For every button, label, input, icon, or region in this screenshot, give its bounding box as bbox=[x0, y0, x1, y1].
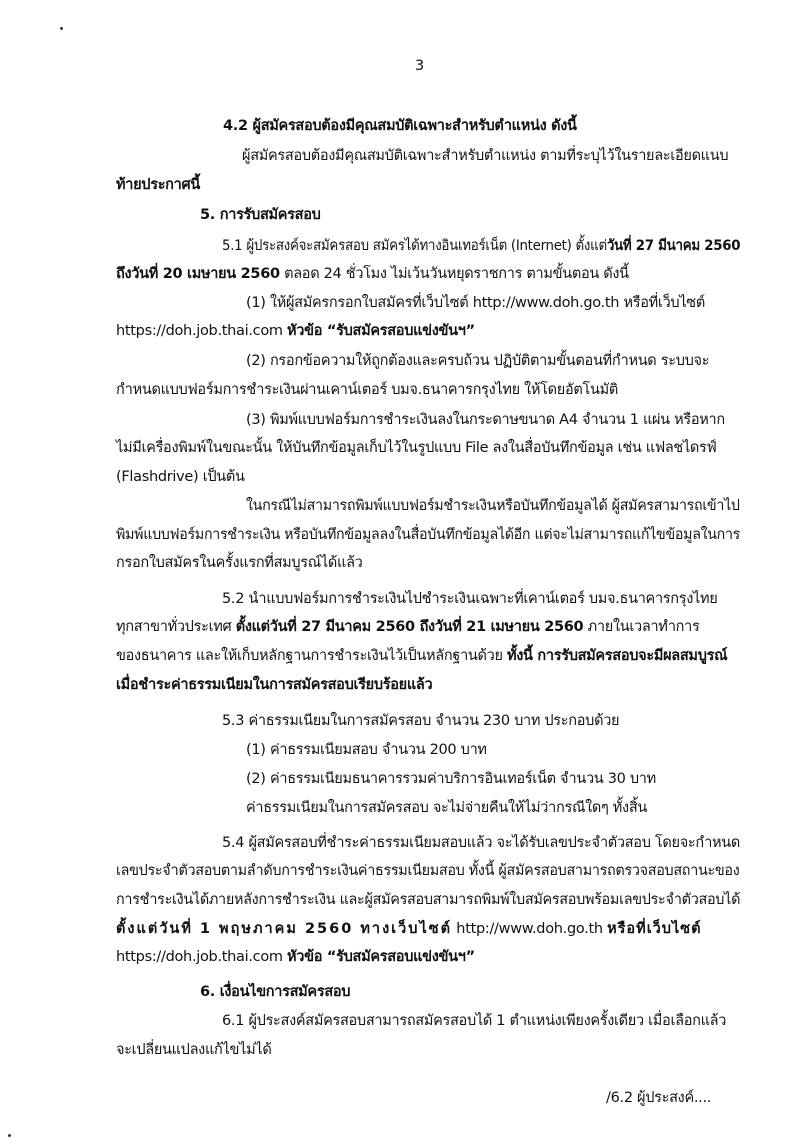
para-6-1-line-1: 6.1 ผู้ประสงค์สมัครสอบสามารถสมัครสอบได้ 1 ตำแหน่งเพียงครั้งเดียว เมื่อเลือกแล้ว bbox=[222, 1013, 727, 1029]
para-5-2-text-2: ภายในเวลาทำการ bbox=[583, 619, 700, 635]
item-3-line-2: ไม่มีเครื่องพิมพ์ในขณะนั้น ให้บันทึกข้อมูลเก็บไว้ในรูปแบบ File ลงในสื่อบันทึกข้อมูล เช่น แฟลชไดรฟ์ bbox=[116, 440, 717, 456]
item-3-line-3: (Flashdrive) เป็นต้น bbox=[116, 469, 245, 485]
note-line-2: พิมพ์แบบฟอร์มการชำระเงิน หรือบันทึกข้อมูลลงในสื่อบันทึกข้อมูลได้อีก แต่จะไม่สามารถแก้ไขข้อมูลในการ bbox=[116, 527, 741, 543]
para-5-1-line-2 bbox=[116, 264, 629, 284]
para-5-2-dates: ตั้งแต่วันที่ 27 มีนาคม 2560 ถึงวันที่ 21 เมษายน 2560 bbox=[235, 619, 584, 635]
scan-speck bbox=[60, 27, 63, 30]
section-4-2-line-1: ผู้สมัครสอบต้องมีคุณสมบัติเฉพาะสำหรับตำแหน่ง ตามที่ระบุไว้ในรายละเอียดแนบ bbox=[242, 148, 729, 164]
note-line-1: ในกรณีไม่สามารถพิมพ์แบบฟอร์มชำระเงินหรือบันทึกข้อมูลได้ ผู้สมัครสามารถเข้าไป bbox=[246, 498, 740, 514]
para-5-4-or-site: หรือที่เว็บไซต์ bbox=[607, 921, 702, 937]
item-2-line-2: กำหนดแบบฟอร์มการชำระเงินผ่านเคาน์เตอร์ บมจ.ธนาคารกรุงไทย ให้โดยอัตโนมัติ bbox=[116, 382, 618, 398]
para-5-3-line-1: 5.3 ค่าธรรมเนียมในการสมัครสอบ จำนวน 230 บาท ประกอบด้วย bbox=[222, 713, 620, 729]
fee-item-2: (2) ค่าธรรมเนียมธนาคารรวมค่าบริการอินเทอร์เน็ต จำนวน 30 บาท bbox=[246, 771, 656, 787]
item-1-line-1: (1) ให้ผู้สมัครกรอกใบสมัครที่เว็บไซต์ http://www.doh.go.th หรือที่เว็บไซต์ bbox=[246, 295, 705, 311]
para-5-1-line-1 bbox=[222, 236, 740, 256]
para-5-2-line-2 bbox=[116, 617, 700, 637]
section-4-2-line-2: ท้ายประกาศนี้ bbox=[116, 177, 201, 193]
item-2-line-1: (2) กรอกข้อความให้ถูกต้องและครบถ้วน ปฏิบัติตามขั้นตอนที่กำหนด ระบบจะ bbox=[246, 353, 710, 369]
para-5-1-end-date: ถึงวันที่ 20 เมษายน 2560 bbox=[116, 266, 280, 282]
scan-speck bbox=[8, 1134, 11, 1137]
item-1-topic: หัวข้อ “รับสมัครสอบแข่งขันฯ” bbox=[287, 323, 475, 339]
para-6-1-line-2: จะเปลี่ยนแปลงแก้ไขไม่ได้ bbox=[116, 1042, 272, 1058]
page-number: 3 bbox=[415, 58, 424, 74]
section-5-heading: 5. การรับสมัครสอบ bbox=[200, 207, 321, 223]
para-5-1-text: 5.1 ผู้ประสงค์จะสมัครสอบ สมัครได้ทางอินเทอร์เน็ต (Internet) ตั้งแต่ bbox=[222, 238, 607, 254]
section-4-2-heading: 4.2 ผู้สมัครสอบต้องมีคุณสมบัติเฉพาะสำหรับตำแหน่ง ดังนี้ bbox=[223, 118, 577, 134]
para-5-4-line-1: 5.4 ผู้สมัครสอบที่ชำระค่าธรรมเนียมสอบแล้ว จะได้รับเลขประจำตัวสอบ โดยจะกำหนด bbox=[222, 835, 741, 851]
para-5-4-line-3: การชำระเงินได้ภายหลังการชำระเงิน และผู้สมัครสอบสามารถพิมพ์ใบสมัครสอบพร้อมเลขประจำตัวสอบได้ bbox=[116, 892, 741, 908]
para-5-4-line-4 bbox=[116, 919, 702, 939]
section-6-heading: 6. เงื่อนไขการสมัครสอบ bbox=[200, 984, 351, 1000]
para-5-4-date: ตั้งแต่วันที่ 1 พฤษภาคม 2560 ทางเว็บไซต์ bbox=[116, 921, 452, 937]
para-5-2-line-4: เมื่อชำระค่าธรรมเนียมในการสมัครสอบเรียบร้อยแล้ว bbox=[116, 677, 433, 693]
para-5-2-text: ทุกสาขาทั่วประเทศ bbox=[116, 619, 236, 635]
para-5-4-line-5 bbox=[116, 947, 475, 967]
item-1-url: https://doh.job.thai.com bbox=[116, 323, 288, 339]
para-5-2-line-1: 5.2 นำแบบฟอร์มการชำระเงินไปชำระเงินเฉพาะที่เคาน์เตอร์ บมจ.ธนาคารกรุงไทย bbox=[222, 591, 718, 607]
item-1-line-2 bbox=[116, 321, 475, 341]
para-5-1-text-2: ตลอด 24 ชั่วโมง ไม่เว้นวันหยุดราชการ ตามขั้นตอน ดังนี้ bbox=[279, 266, 629, 282]
fee-note: ค่าธรรมเนียมในการสมัครสอบ จะไม่จ่ายคืนให้ไม่ว่ากรณีใดๆ ทั้งสิ้น bbox=[246, 800, 647, 816]
para-5-2-condition: ทั้งนี้ การรับสมัครสอบจะมีผลสมบูรณ์ bbox=[507, 648, 728, 664]
para-5-4-url: http://www.doh.go.th bbox=[452, 921, 608, 937]
continuation-note: /6.2 ผู้ประสงค์.... bbox=[606, 1090, 712, 1106]
para-5-4-topic: หัวข้อ “รับสมัครสอบแข่งขันฯ” bbox=[287, 949, 475, 965]
fee-item-1: (1) ค่าธรรมเนียมสอบ จำนวน 200 บาท bbox=[246, 742, 487, 758]
para-5-4-line-2: เลขประจำตัวสอบตามลำดับการชำระเงินค่าธรรมเนียมสอบ ทั้งนี้ ผู้สมัครสอบสามารถตรวจสอบสถานะของ bbox=[116, 863, 740, 879]
para-5-2-text-3: ของธนาคาร และให้เก็บหลักฐานการชำระเงินไว้เป็นหลักฐานด้วย bbox=[116, 648, 507, 664]
item-3-line-1: (3) พิมพ์แบบฟอร์มการชำระเงินลงในกระดาษขนาด A4 จำนวน 1 แผ่น หรือหาก bbox=[246, 412, 725, 428]
para-5-2-line-3 bbox=[116, 646, 727, 666]
para-5-4-url-2: https://doh.job.thai.com bbox=[116, 949, 288, 965]
para-5-1-start-date: วันที่ 27 มีนาคม 2560 bbox=[606, 238, 741, 254]
note-line-3: กรอกใบสมัครในครั้งแรกที่สมบูรณ์ได้แล้ว bbox=[116, 555, 363, 571]
